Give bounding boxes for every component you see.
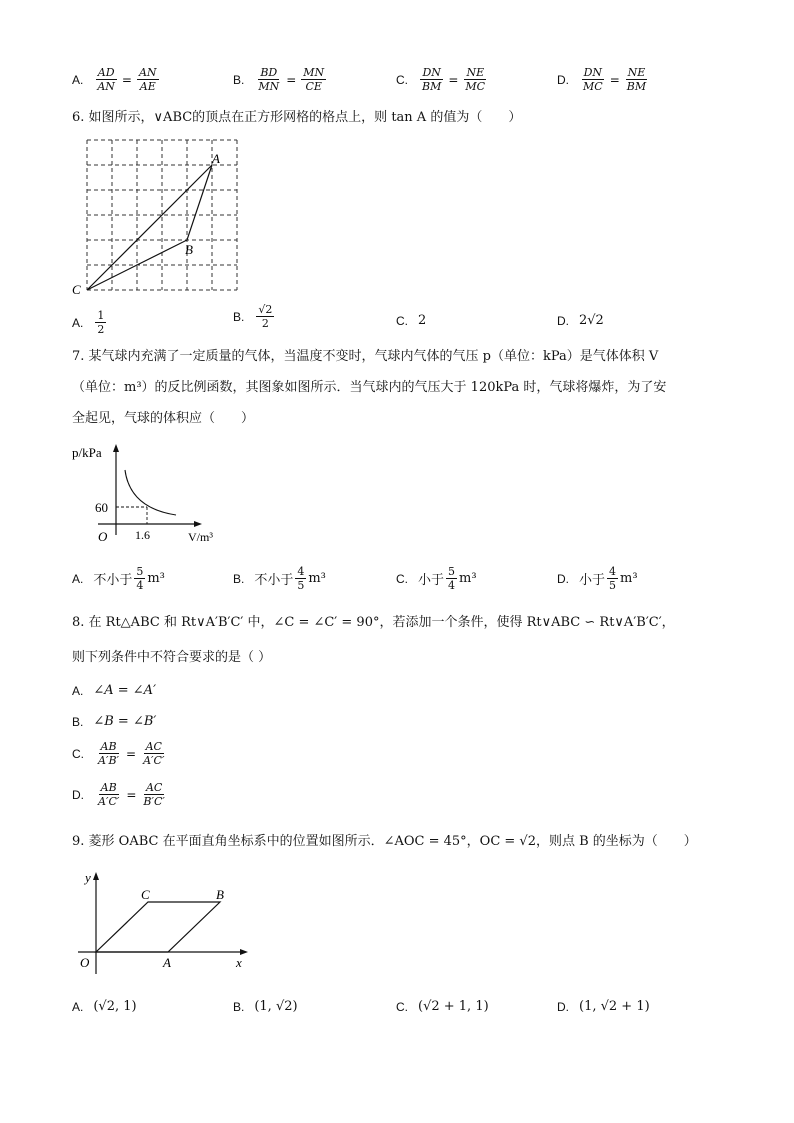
q6-option-c: C. 2 [396, 313, 427, 328]
vertex-c-label: C [72, 282, 81, 297]
q7-stem-line2: （单位：m³）的反比例函数，其图象如图所示．当气球内的气压大于 120kPa 时，气球将爆炸，为了安 [72, 380, 667, 395]
q7-graph-figure [68, 440, 228, 550]
fraction: $\frac{DN}{MC}$ [583, 66, 603, 93]
q8-option-a: A. ∠A = ∠A′ [72, 683, 157, 698]
q9-option-a: A. (√2, 1) [72, 999, 137, 1014]
q6-option-b: B. $\frac{√2}{2}$ [233, 303, 273, 330]
origin-label: O [98, 529, 108, 544]
q7-option-b: B. 不小于 $\frac{4}{5}$ m³ [233, 565, 326, 592]
q5-option-b: B. $\frac{BD}{MN}$ = $\frac{MN}{CE}$ [233, 66, 325, 93]
q8-option-d: D. $\frac{AB}{A'C'}$ = $\frac{AC}{B'C'}$ [72, 781, 165, 808]
vertex-a-label: A [163, 955, 171, 970]
q9-option-d: D. (1, √2 + 1) [557, 999, 650, 1014]
y-axis-label: y [85, 870, 91, 885]
y-tick-label: 60 [95, 500, 108, 515]
vertex-a-label: A [212, 151, 220, 166]
fraction: $\frac{AC}{B'C'}$ [143, 781, 165, 808]
origin-label: O [80, 955, 90, 970]
fraction: $\frac{AB}{A'B'}$ [98, 740, 120, 767]
q7-option-a: A. 不小于 $\frac{5}{4}$ m³ [72, 565, 165, 592]
fraction: $\frac{BD}{MN}$ [258, 66, 280, 93]
y-axis-arrow [93, 872, 99, 880]
fraction: $\frac{4}{5}$ [609, 565, 617, 592]
fraction: $\frac{NE}{MC}$ [465, 66, 486, 93]
fraction: $\frac{√2}{2}$ [258, 303, 273, 330]
x-axis-arrow [194, 521, 202, 527]
q6-option-d: D. 2√2 [557, 313, 604, 328]
fraction: $\frac{AD}{AN}$ [97, 66, 115, 93]
q8-option-b: B. ∠B = ∠B′ [72, 714, 157, 729]
q5-option-c: C. $\frac{DN}{BM}$ = $\frac{NE}{MC}$ [396, 66, 486, 93]
fraction: $\frac{AN}{AE}$ [138, 66, 157, 93]
q7-option-c: C. 小于 $\frac{5}{4}$ m³ [396, 565, 477, 592]
q6-stem: 6. 如图所示，∨ABC的顶点在正方形网格的格点上，则 tan A 的值为（ ） [72, 110, 522, 125]
q9-stem: 9. 菱形 OABC 在平面直角坐标系中的位置如图所示．∠AOC = 45°，OC = √2，则点 B 的坐标为（ ） [72, 834, 697, 849]
q8-stem-line1: 8. 在 Rt△ABC 和 Rt∨A′B′C′ 中，∠C = ∠C′ = 90°，若添加一个条件，使得 Rt∨ABC ∽ Rt∨A′B′C′， [72, 615, 675, 630]
q9-option-c: C. (√2 + 1, 1) [396, 999, 489, 1014]
hyperbola-curve [125, 470, 176, 515]
y-axis-label: p/kPa [72, 445, 102, 460]
q7-stem-line3: 全起见，气球的体积应（ ） [72, 411, 255, 426]
triangle-abc [87, 165, 212, 290]
q8-stem-line2: 则下列条件中不符合要求的是（ ） [72, 650, 272, 665]
fraction: $\frac{NE}{BM}$ [626, 66, 647, 93]
fraction: $\frac{1}{2}$ [97, 309, 105, 336]
fraction: $\frac{AC}{A'C'}$ [143, 740, 165, 767]
vertex-b-label: B [216, 887, 224, 902]
q9-option-b: B. (1, √2) [233, 999, 298, 1014]
x-tick-label: 1.6 [135, 528, 150, 542]
fraction: $\frac{4}{5}$ [297, 565, 305, 592]
q7-option-d: D. 小于 $\frac{4}{5}$ m³ [557, 565, 638, 592]
x-axis-label: x [236, 955, 242, 970]
fraction: $\frac{DN}{BM}$ [422, 66, 442, 93]
q5-option-a: A. $\frac{AD}{AN}$ = $\frac{AN}{AE}$ [72, 66, 157, 93]
fraction: $\frac{5}{4}$ [136, 565, 144, 592]
q6-option-a: A. $\frac{1}{2}$ [72, 309, 105, 336]
q6-grid-figure [68, 135, 243, 300]
vertex-c-label: C [141, 887, 150, 902]
fraction: $\frac{5}{4}$ [448, 565, 456, 592]
q5-option-d: D. $\frac{DN}{MC}$ = $\frac{NE}{BM}$ [557, 66, 647, 93]
y-axis-arrow [113, 444, 119, 452]
q7-stem-line1: 7. 某气球内充满了一定质量的气体，当温度不变时，气球内气体的气压 p（单位：kPa）是气体体积 V [72, 349, 659, 364]
rhombus-oabc [96, 902, 220, 952]
fraction: $\frac{MN}{CE}$ [303, 66, 325, 93]
vertex-b-label: B [185, 242, 193, 257]
x-axis-label: V/m³ [188, 530, 213, 544]
q8-option-c: C. $\frac{AB}{A'B'}$ = $\frac{AC}{A'C'}$ [72, 740, 165, 767]
q9-rhombus-figure [68, 866, 258, 978]
fraction: $\frac{AB}{A'C'}$ [98, 781, 120, 808]
